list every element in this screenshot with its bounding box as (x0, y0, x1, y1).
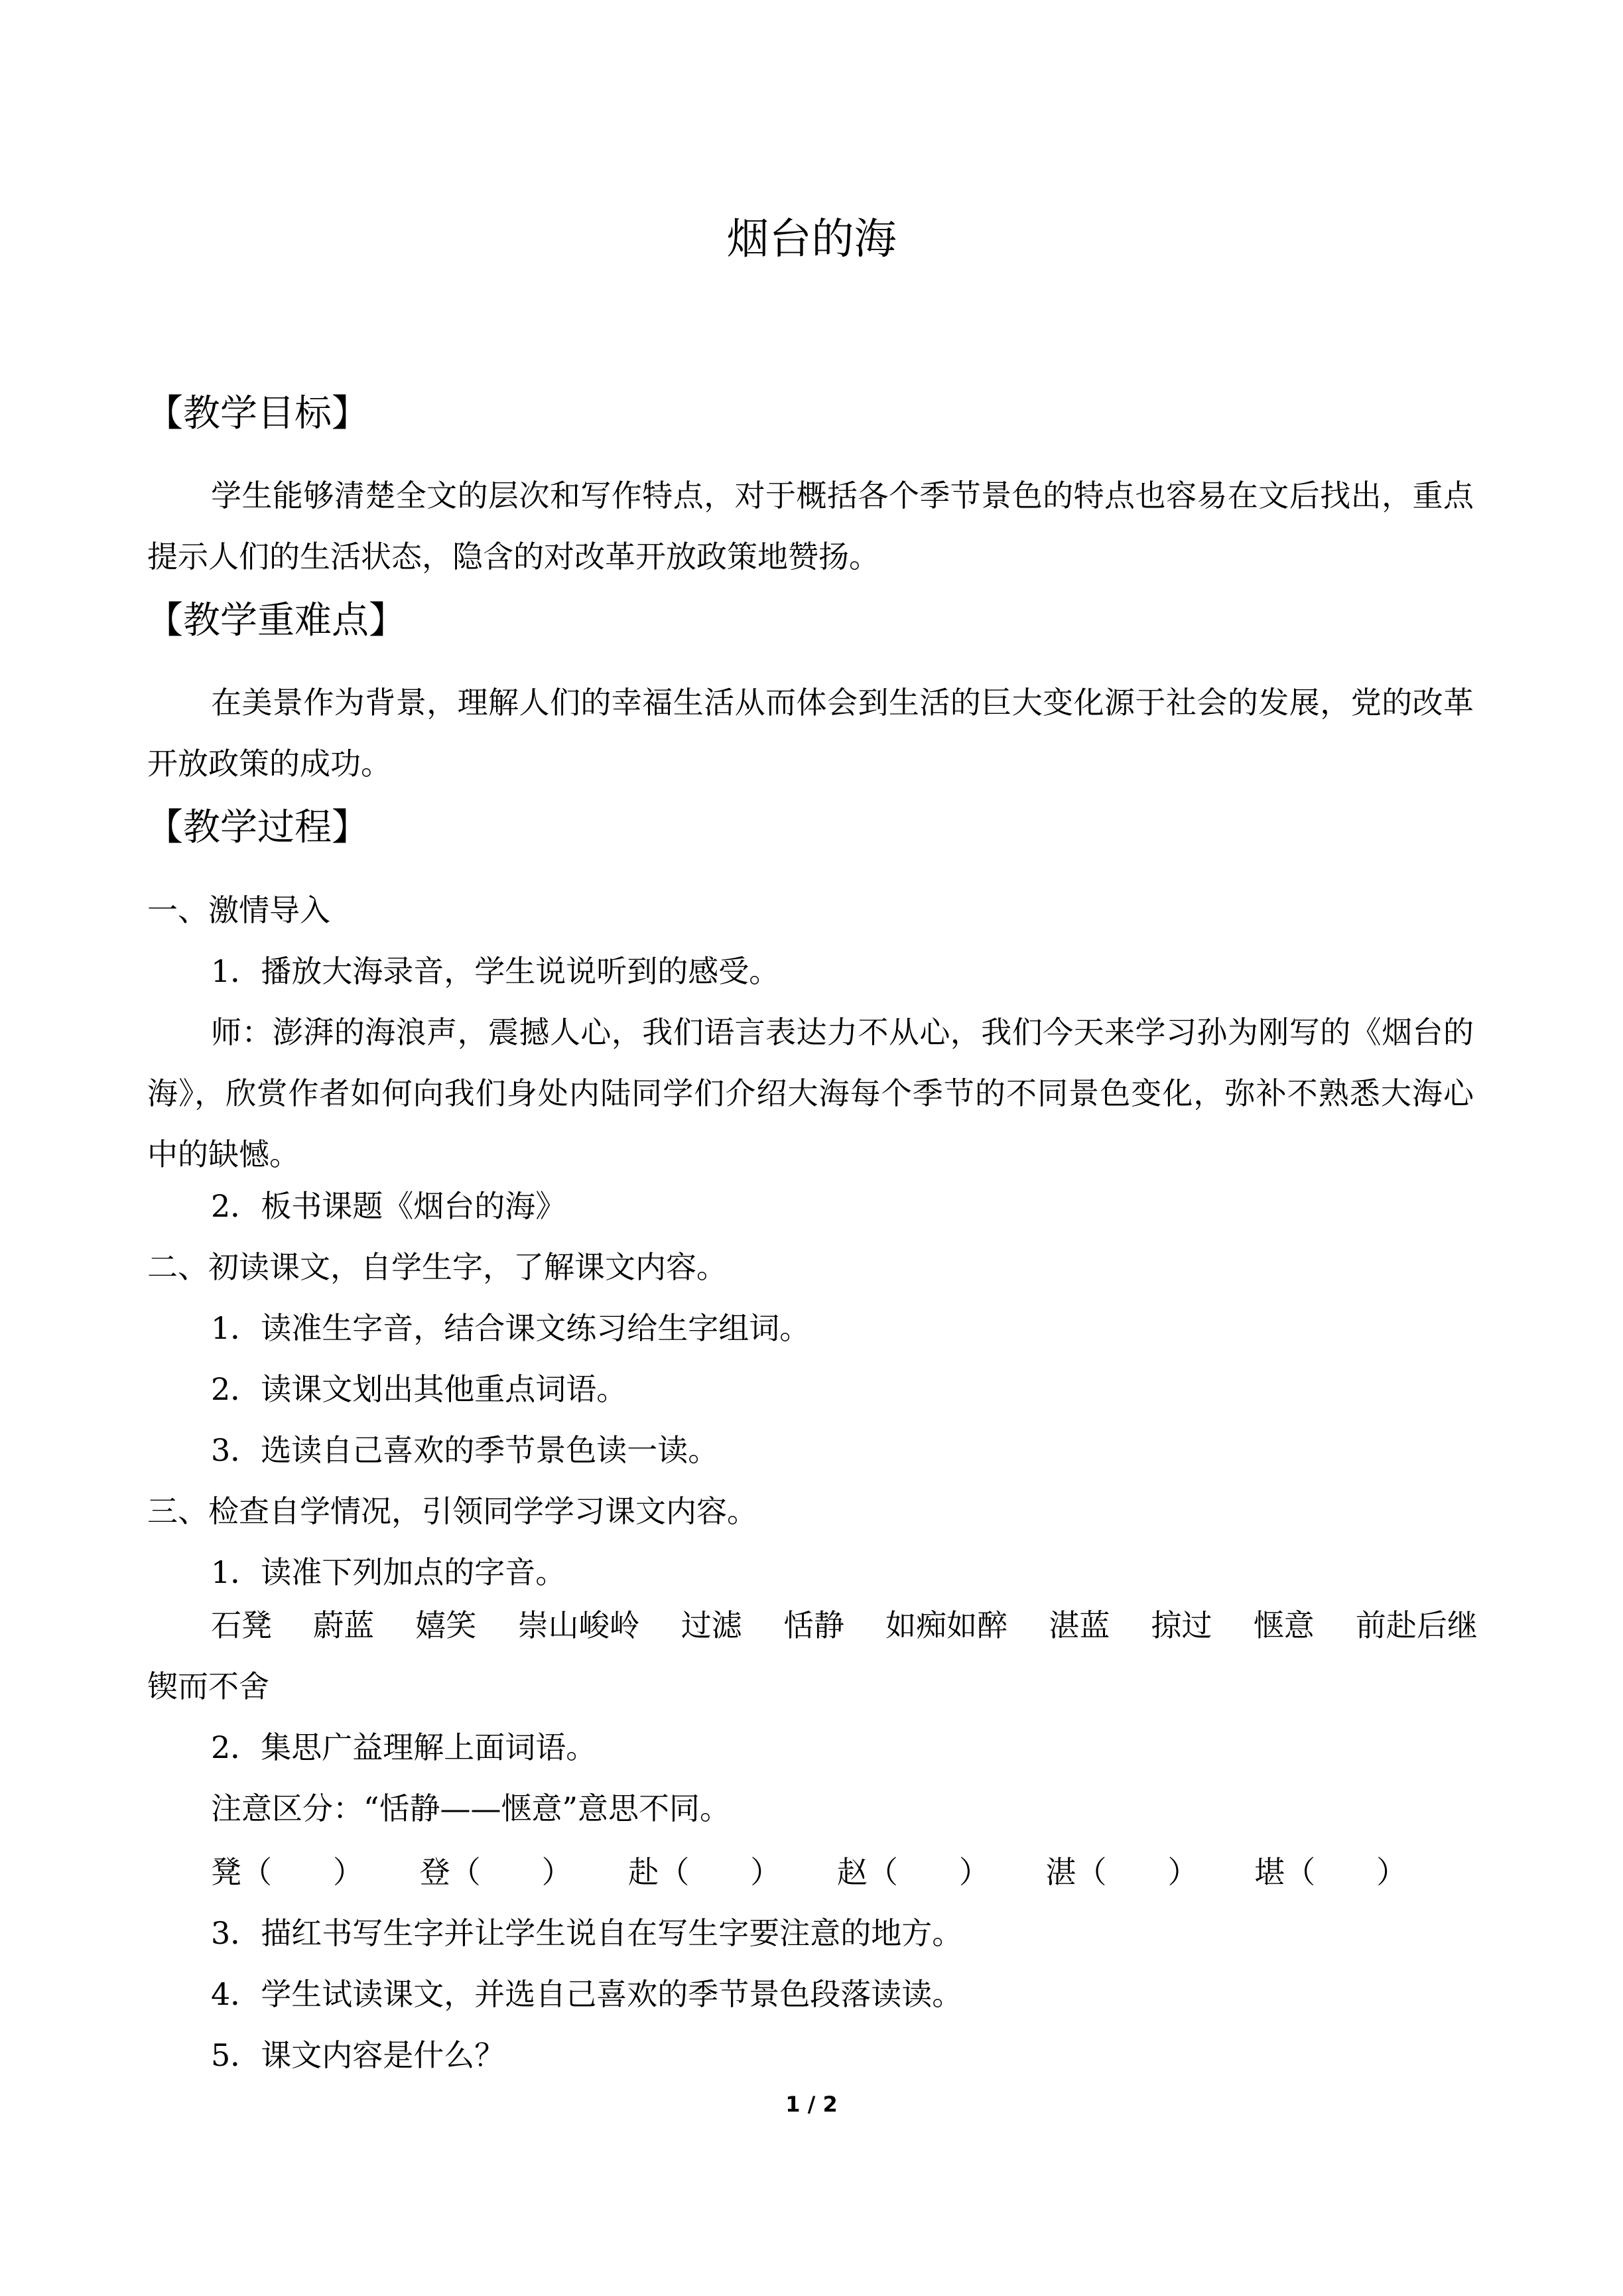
document-title: 烟台的海 (726, 215, 897, 264)
heading-process: 【教学过程】 (146, 806, 369, 849)
blank-item: 赴（ ） (628, 1854, 781, 1890)
character-blanks (211, 1851, 1453, 1893)
step3-item2: 2．集思广益理解上面词语。 (211, 1729, 597, 1765)
blank-item: 湛（ ） (1045, 1854, 1199, 1890)
step1-title: 一、激情导入 (147, 892, 330, 928)
heading-key-points: 【教学重难点】 (146, 599, 406, 642)
step2-item1: 1．读准生字音，结合课文练习给生字组词。 (211, 1310, 811, 1346)
step3-item5: 5．课文内容是什么？ (211, 2037, 505, 2073)
step3-title: 三、检查自学情况，引领同学学习课文内容。 (147, 1493, 757, 1529)
vocab-word-continued: 锲而不舍 (147, 1668, 269, 1704)
step3-item3: 3．描红书写生字并让学生说自在写生字要注意的地方。 (211, 1915, 963, 1951)
objectives-text: 学生能够清楚全文的层次和写作特点，对于概括各个季节景色的特点也容易在文后找出，重点提示人们的生活状态，隐含的对改革开放政策地赞扬。 (147, 478, 1474, 574)
blank-item: 登（ ） (419, 1854, 572, 1890)
vocab-word: 如痴如醉 (885, 1607, 1008, 1643)
vocab-word: 嬉笑 (415, 1607, 477, 1643)
step1-teacher-text: 师：澎湃的海浪声，震撼人心，我们语言表达力不从心，我们今天来学习孙为刚写的《烟台的海》，欣赏作者如何向我们身处内陆同学们介绍大海每个季节的不同景色变化，弥补不熟悉大海心中的缺憾。 (147, 1014, 1474, 1172)
step2-title: 二、初读课文，自学生字，了解课文内容。 (147, 1249, 727, 1285)
vocab-word: 湛蓝 (1049, 1607, 1110, 1643)
step1-item2: 2．板书课题《烟台的海》 (211, 1188, 566, 1224)
heading-objectives: 【教学目标】 (146, 392, 369, 435)
step1-item1: 1．播放大海录音，学生说说听到的感受。 (211, 953, 780, 989)
vocab-word: 崇山峻岭 (517, 1607, 640, 1643)
vocab-word: 惬意 (1253, 1607, 1315, 1643)
key-points-text: 在美景作为背景，理解人们的幸福生活从而体会到生活的巨大变化源于社会的发展，党的改革开放政策的成功。 (147, 685, 1474, 781)
step2-item3: 3．选读自己喜欢的季节景色读一读。 (211, 1432, 719, 1468)
page-number: 1 / 2 (785, 2092, 838, 2117)
vocab-word: 石凳 (211, 1607, 272, 1643)
step2-item2: 2．读课文划出其他重点词语。 (211, 1371, 627, 1407)
blank-item: 赵（ ） (836, 1854, 990, 1890)
step3-item4: 4．学生试读课文，并选自己喜欢的季节景色段落读读。 (211, 1976, 963, 2012)
vocab-word: 恬静 (783, 1607, 844, 1643)
vocab-word: 掠过 (1151, 1607, 1212, 1643)
vocab-word: 蔚蓝 (313, 1607, 375, 1643)
step3-note: 注意区分：“恬静——惬意”意思不同。 (211, 1790, 731, 1826)
blank-item: 凳（ ） (211, 1854, 363, 1890)
vocab-word: 过滤 (681, 1607, 742, 1643)
step3-item1: 1．读准下列加点的字音。 (211, 1554, 566, 1590)
blank-item: 堪（ ） (1254, 1854, 1407, 1890)
vocab-word: 前赴后继 (1355, 1607, 1478, 1643)
vocabulary-list (211, 1604, 1478, 1647)
